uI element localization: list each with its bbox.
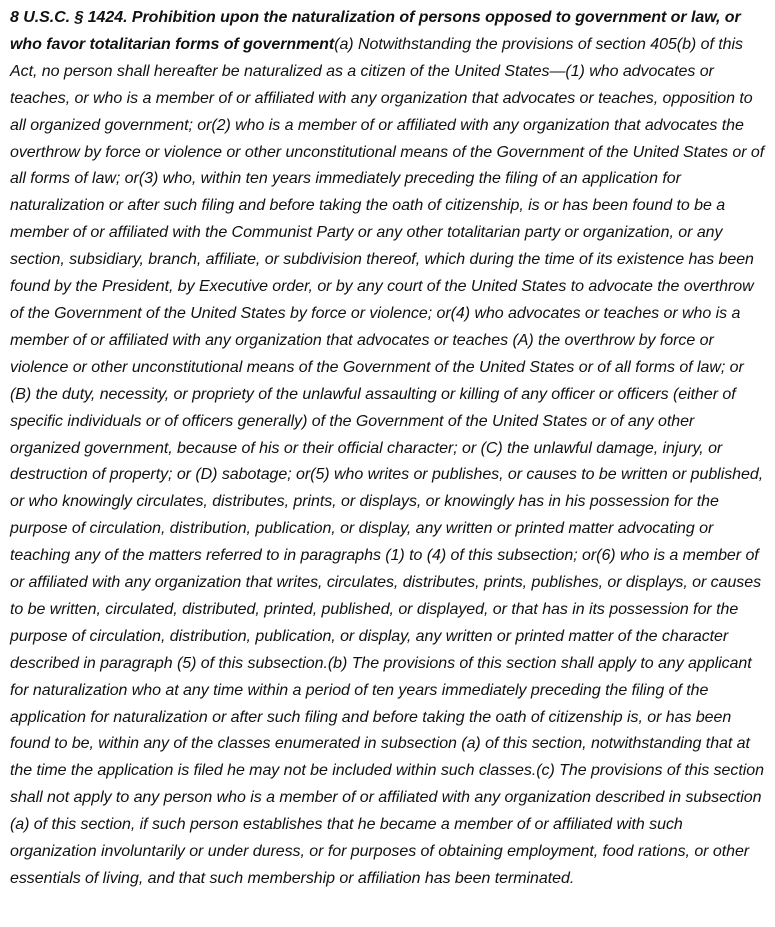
statute-heading: 8 U.S.C. § 1424. Prohibition upon the naturalization of persons opposed to government or law, or who favor totalitarian forms of government — [10, 9, 741, 53]
statute-paragraph — [10, 5, 765, 893]
subsection-b: (b) The provisions of this section shall apply to any applicant for naturalization who at any time within a period of ten years immediately preceding the filing of the application for naturalization or after such filing and before taking the oath of citizenship is, or has been found to be, within any of the classes enumerated in subsection (a) of this section, notwithstanding that at the time the application is filed he may not be included within such classes. — [10, 654, 752, 780]
subsection-a: (a) Notwithstanding the provisions of section 405(b) of this Act, no person shall hereafter be naturalized as a citizen of the United States—(1) who advocates or teaches, or who is a member of or affiliated with any organization that advocates or teaches, opposition to all organized government; or(2) who is a member of or affiliated with any organization that advocates the overthrow by force or violence or other unconstitutional means of the Government of the United States or of all forms of law; or(3) who, within ten years immediately preceding the filing of an application for naturalization or after such filing and before taking the oath of citizenship, is or has been found to be a member of or affiliated with the Communist Party or any other totalitarian party or organization, or any section, subsidiary, branch, affiliate, or subdivision thereof, which during the time of its existence has been found by the President, by Executive order, or by any court of the United States to advocate the overthrow of the Government of the United States by force or violence; or(4) who advocates or teaches or who is a member of or affiliated with any organization that advocates or teaches (A) the overthrow by force or violence or other unconstitutional means of the Government of the United States or of all forms of law; or (B) the duty, necessity, or propriety of the unlawful assaulting or killing of any officer or officers (either of specific individuals or of officers generally) of the Government of the United States or of any other organized government, because of his or their official character; or (C) the unlawful damage, injury, or destruction of property; or (D) sabotage; or(5) who writes or publishes, or causes to be written or published, or who knowingly circulates, distributes, prints, or displays, or knowingly has in his possession for the purpose of circulation, distribution, publication, or display, any written or printed matter advocating or teaching any of the matters referred to in paragraphs (1) to (4) of this subsection; or(6) who is a member of or affiliated with any organization that writes, circulates, distributes, prints, publishes, or displays, or causes to be written, circulated, distributed, printed, published, or displayed, or that has in its possession for the purpose of circulation, distribution, publication, or display, any written or printed matter of the character described in paragraph (5) of this subsection. — [10, 35, 765, 672]
subsection-c: (c) The provisions of this section shall not apply to any person who is a member of or affiliated with any organization described in subsection (a) of this section, if such person establishes that he became a member of or affiliated with such organization involuntarily or under duress, or for purposes of obtaining employment, food rations, or other essentials of living, and that such membership or affiliation has been terminated. — [10, 762, 764, 887]
